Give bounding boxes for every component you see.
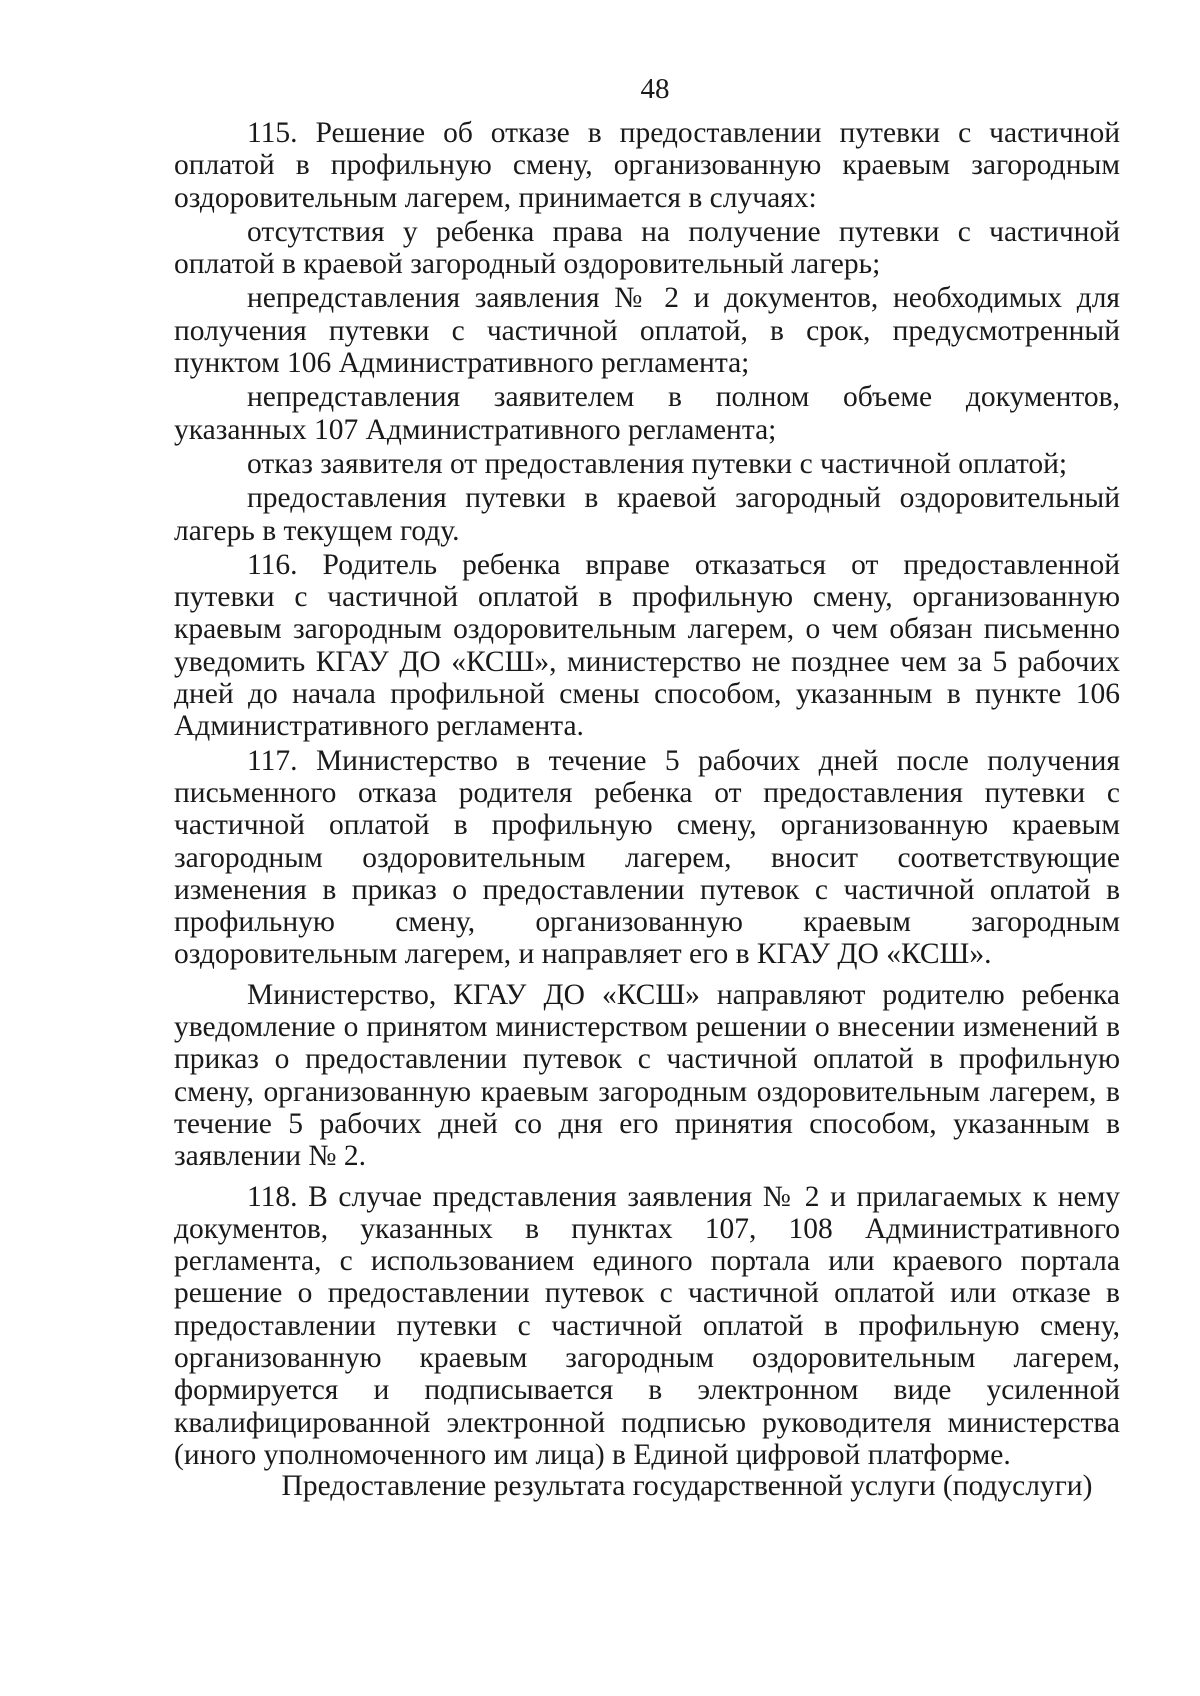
paragraph-116: 116. Родитель ребенка вправе отказаться от предоставленной путевки с частичной оплатой в профильную смену, организованную краевым загородным оздоровительным лагерем, о чем обязан письменно уведомить КГАУ ДО «КСШ», министерство не позднее чем за 5 рабочих дней до начала профильной смены способом, указанным в пункте 106 Административного регламента. <box>174 548 1120 743</box>
paragraph-115: 115. Решение об отказе в предоставлении путевки с частичной оплатой в профильную смену, организованную краевым загородным оздоровительным лагерем, принимается в случаях: <box>174 117 1120 214</box>
paragraph-117: 117. Министерство в течение 5 рабочих дней после получения письменного отказа родителя ребенка от предоставления путевки с частичной оплатой в профильную смену, организованную краевым загородным оздоровительным лагерем, вносит соответствующие изменения в приказ о предоставлении путевок с частичной оплатой в профильную смену, организованную краевым загородным оздоровительным лагерем, и направляет его в КГАУ ДО «КСШ». <box>174 744 1120 971</box>
section-heading: Предоставление результата государственной услуги (подуслуги) <box>281 1470 1093 1502</box>
paragraph-115-case-1: отсутствия у ребенка права на получение путевки с частичной оплатой в краевой загородный оздоровительный лагерь; <box>174 215 1120 281</box>
paragraph-115-case-4: отказ заявителя от предоставления путевки с частичной оплатой; <box>247 447 1068 480</box>
document-body <box>174 117 1120 1471</box>
paragraph-115-case-5: предоставления путевки в краевой загородный оздоровительный лагерь в текущем году. <box>174 482 1120 547</box>
paragraph-115-case-2: непредставления заявления № 2 и документов, необходимых для получения путевки с частичной оплатой, в срок, предусмотренный пунктом 106 Административного регламента; <box>174 282 1120 380</box>
paragraph-117-notice: Министерство, КГАУ ДО «КСШ» направляют родителю ребенка уведомление о принятом министерством решении о внесении изменений в приказ о предоставлении путевок с частичной оплатой в профильную смену, организованную краевым загородным оздоровительным лагерем, в течение 5 рабочих дней со дня его принятия способом, указанным в заявлении № 2. <box>174 978 1120 1173</box>
paragraph-115-case-3: непредставления заявителем в полном объеме документов, указанных 107 Административного регламента; <box>174 381 1120 446</box>
paragraph-118: 118. В случае представления заявления № 2 и прилагаемых к нему документов, указанных в пунктах 107, 108 Административного регламента, с использованием единого портала или краевого портала решение о предоставлении путевок с частичной оплатой или отказе в предоставлении путевки с частичной оплатой в профильную смену, организованную краевым загородным оздоровительным лагерем, формируется и подписывается в электронном виде усиленной квалифицированной электронной подписью руководителя министерства (иного уполномоченного им лица) в Единой цифровой платформе. <box>174 1180 1120 1471</box>
page-number: 48 <box>640 73 670 105</box>
